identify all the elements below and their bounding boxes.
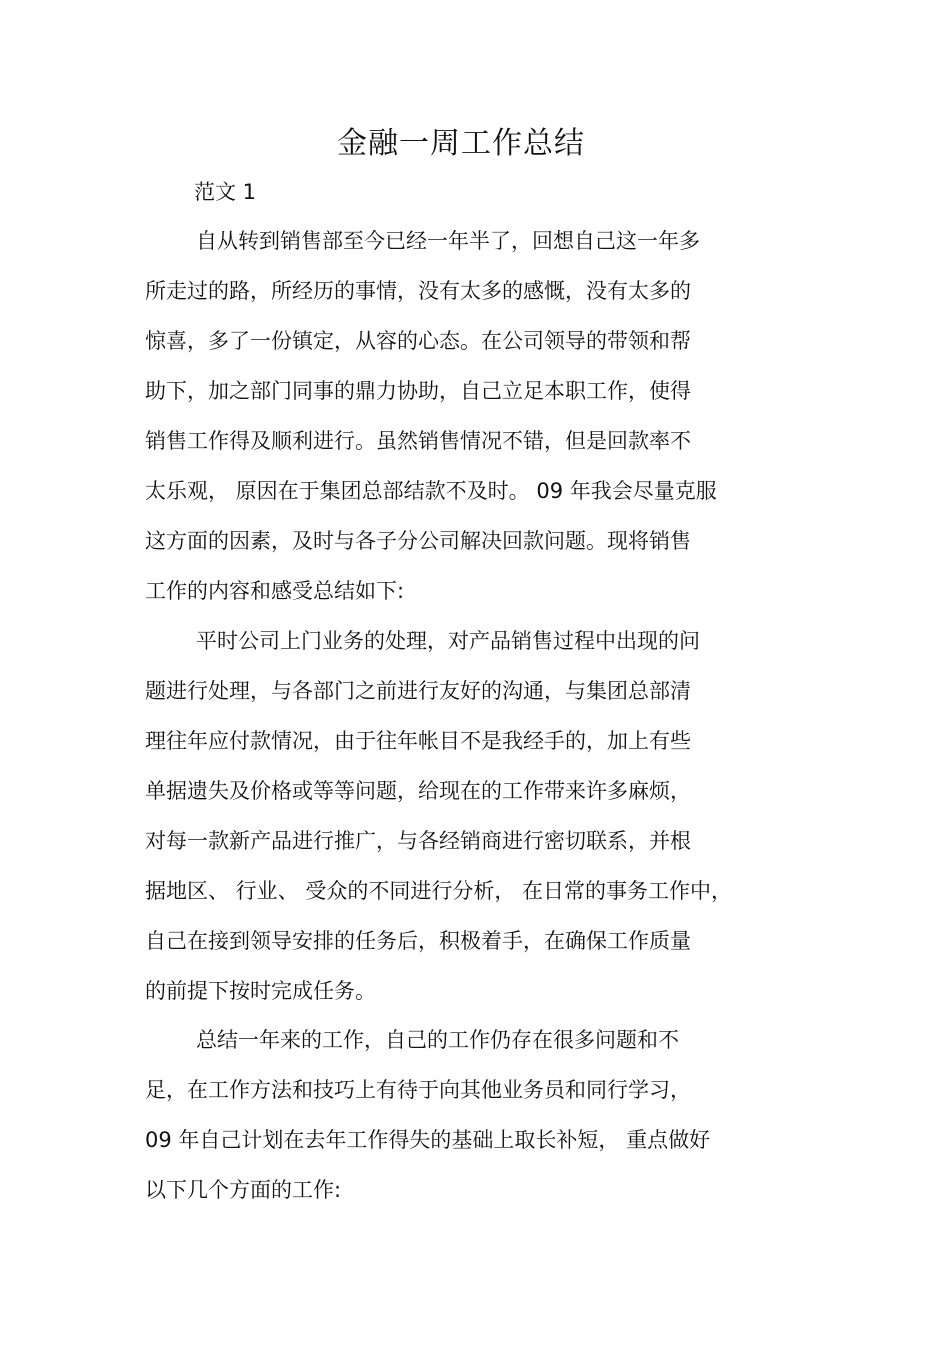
paragraph-line: 工作的内容和感受总结如下: xyxy=(145,579,405,603)
paragraph-line: 足，在工作方法和技巧上有待于向其他业务员和同行学习， xyxy=(145,1078,691,1102)
paragraph-line: 太乐观， 原因在于集团总部结款不及时。 09 年我会尽量克服 xyxy=(145,479,717,503)
paragraph-line: 据地区、 行业、 受众的不同进行分析， 在日常的事务工作中， xyxy=(145,879,733,903)
paragraph-line: 09 年自己计划在去年工作得失的基础上取长补短， 重点做好 xyxy=(145,1128,711,1152)
paragraph-line: 的前提下按时完成任务。 xyxy=(145,979,376,1003)
paragraph-line: 自从转到销售部至今已经一年半了，回想自己这一年多 xyxy=(196,229,700,253)
paragraph-line: 这方面的因素，及时与各子分公司解决回款问题。现将销售 xyxy=(145,529,691,553)
subheading: 范文 1 xyxy=(194,180,257,204)
document-title: 金融一周工作总结 xyxy=(337,126,585,161)
paragraph-line: 助下，加之部门同事的鼎力协助，自己立足本职工作，使得 xyxy=(145,379,691,403)
paragraph-line: 销售工作得及顺利进行。虽然销售情况不错，但是回款率不 xyxy=(145,429,691,453)
paragraph-line: 理往年应付款情况，由于往年帐目不是我经手的，加上有些 xyxy=(145,729,691,753)
paragraph-line: 所走过的路，所经历的事情，没有太多的感慨，没有太多的 xyxy=(145,279,691,303)
paragraph-line: 平时公司上门业务的处理，对产品销售过程中出现的问 xyxy=(196,629,700,653)
paragraph-line: 惊喜，多了一份镇定，从容的心态。在公司领导的带领和帮 xyxy=(145,329,691,353)
paragraph-line: 总结一年来的工作，自己的工作仍存在很多问题和不 xyxy=(196,1028,679,1052)
paragraph-line: 题进行处理，与各部门之前进行友好的沟通，与集团总部清 xyxy=(145,679,691,703)
paragraph-line: 对每一款新产品进行推广，与各经销商进行密切联系，并根 xyxy=(145,829,691,853)
paragraph-line: 单据遗失及价格或等等问题，给现在的工作带来许多麻烦， xyxy=(145,779,691,803)
paragraph-line: 以下几个方面的工作: xyxy=(145,1178,342,1202)
paragraph-line: 自己在接到领导安排的任务后，积极着手，在确保工作质量 xyxy=(145,929,691,953)
